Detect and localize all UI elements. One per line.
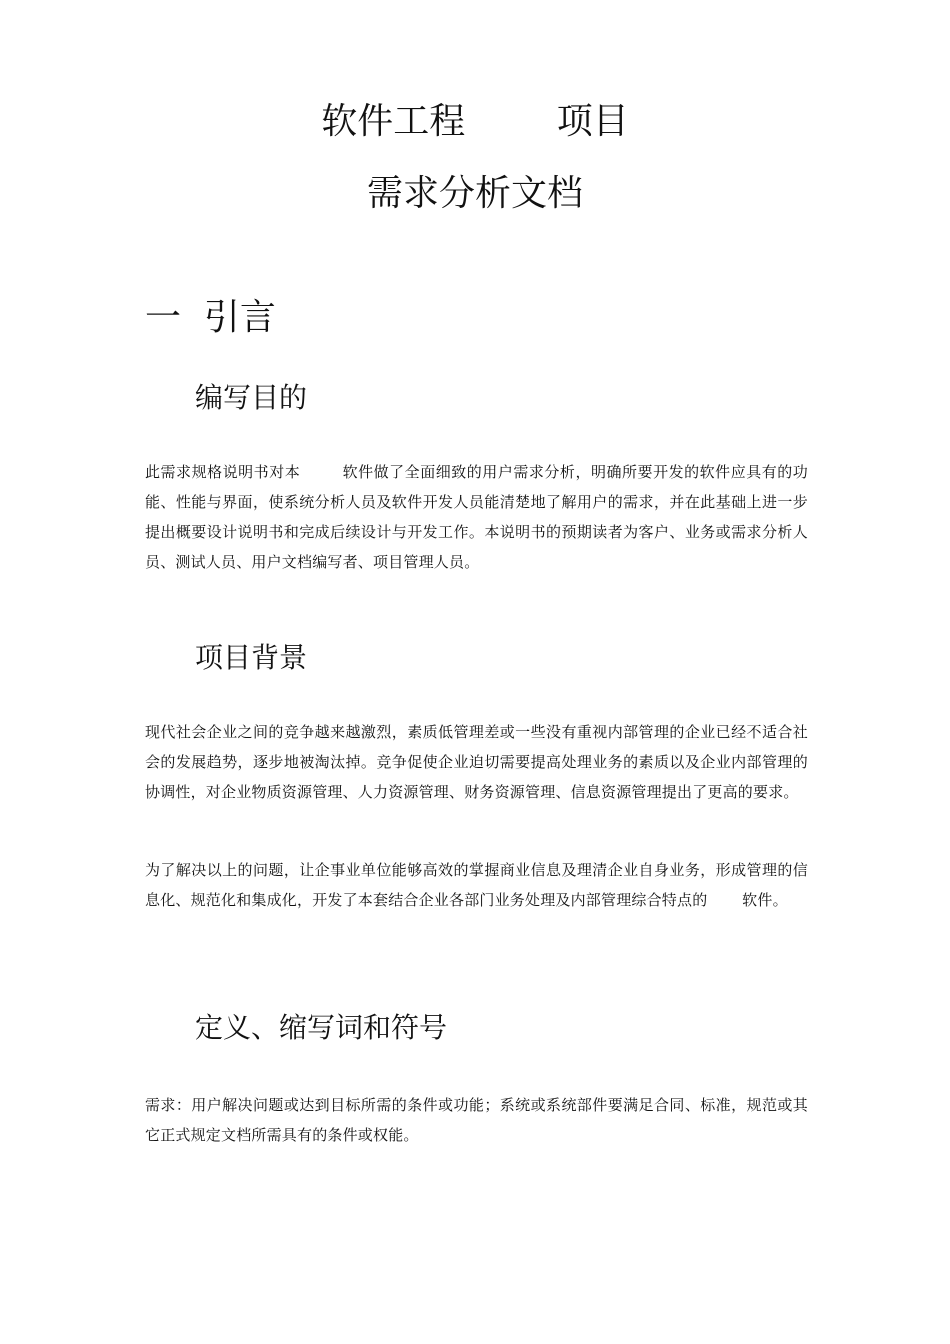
paragraph-background-2: 为了解决以上的问题，让企事业单位能够高效的掌握商业信息及理清企业自身业务，形成管理的信息化、规范化和集成化，开发了本套结合企业各部门业务处理及内部管理综合特点的 软件。	[145, 861, 808, 909]
subsection-heading-purpose: 编写目的	[195, 381, 308, 414]
document-title-line2: 需求分析文档	[366, 173, 583, 214]
subsection-heading-background: 项目背景	[195, 641, 308, 674]
paragraph-background-1: 现代社会企业之间的竞争越来越激烈，素质低管理差或一些没有重视内部管理的企业已经不适合社会的发展趋势，逐步地被淘汰掉。竞争促使企业迫切需要提高处理业务的素质以及企业内部管理的协调性，对企业物质资源管理、人力资源管理、财务资源管理、信息资源管理提出了更高的要求。	[145, 723, 808, 801]
subsection-heading-definitions: 定义、缩写词和符号	[195, 1011, 448, 1044]
section-heading-introduction: 一 引言	[145, 297, 276, 338]
document-title-line1: 软件工程 项目	[321, 101, 629, 142]
paragraph-purpose: 此需求规格说明书对本 软件做了全面细致的用户需求分析，明确所要开发的软件应具有的功能、性能与界面，使系统分析人员及软件开发人员能清楚地了解用户的需求，并在此基础上进一步提出概要设计说明书和完成后续设计与开发工作。本说明书的预期读者为客户、业务或需求分析人员、测试人员、用户文档编写者、项目管理人员。	[145, 463, 808, 571]
paragraph-definitions: 需求：用户解决问题或达到目标所需的条件或功能；系统或系统部件要满足合同、标准，规范或其它正式规定文档所需具有的条件或权能。	[145, 1096, 808, 1144]
